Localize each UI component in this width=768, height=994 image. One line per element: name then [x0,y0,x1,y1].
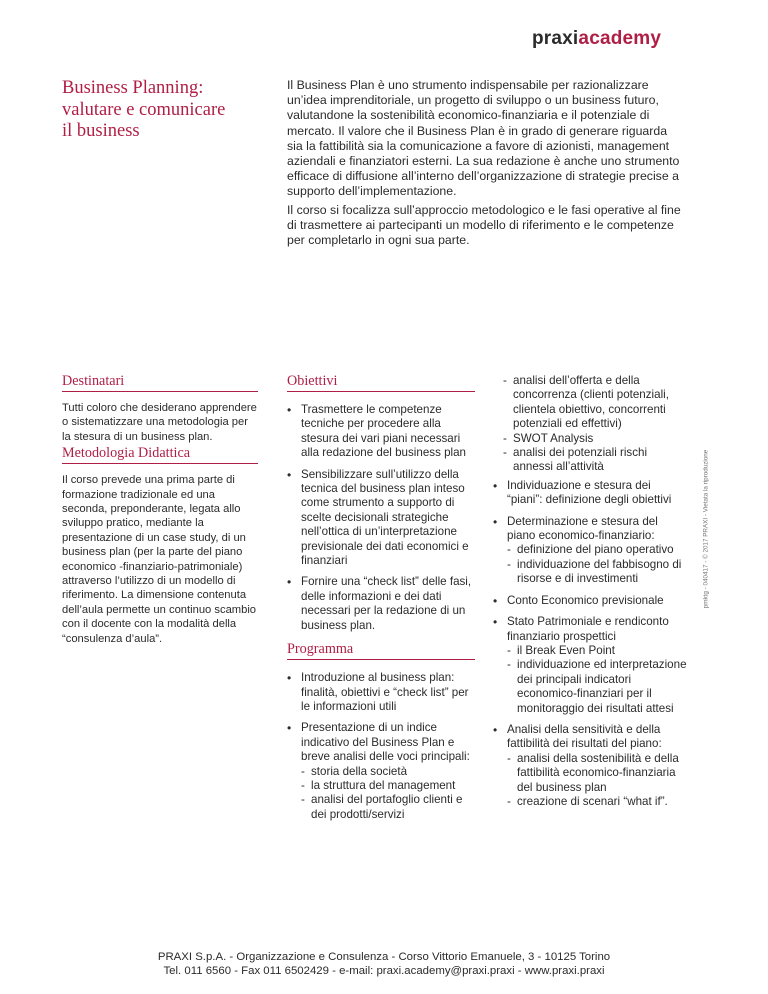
list-item-text: Analisi della sensitività e della fattibilità dei risultati del piano: [507,722,662,751]
destinatari-heading: Destinatari [62,372,258,392]
logo-part-academy: academy [578,28,662,49]
sub-list-item: - individuazione ed interpretazione dei principali indicatori economico-finanziari per il monitoraggio dei risultati attesi [507,658,688,716]
list-item: • Trasmettere le competenze tecniche per procedere alla stesura dei vari piani necessari alla redazione del business plan [287,403,475,461]
left-column [62,372,258,646]
list-item [287,671,475,714]
list-item [493,515,688,587]
list-item-text: Conto Economico previsionale [507,593,664,607]
sub-list [507,543,688,586]
right-column [493,374,688,816]
course-title: Business Planning: valutare e comunicare il business [62,78,226,141]
footer-address: PRAXI S.p.A. - Organizzazione e Consulenza - Corso Vittorio Emanuele, 3 - 10125 Torino [157,951,611,963]
list-item: • Sensibilizzare sull’utilizzo della tecnica del business plan inteso come strumento a supporto di scelte decisionali strategiche nell’ottica di un’interpretazione previsionale dei dati economici e finanziari [287,468,475,569]
sub-list-item: - definizione del piano operativo [507,543,688,557]
list-item-text: Presentazione di un indice indicativo del Business Plan e breve analisi delle voci principali: [301,721,470,764]
footer [0,950,768,979]
programma-heading: Programma [287,640,475,660]
list-item-text: Individuazione e stesura dei “piani”: definizione degli obiettivi [507,478,672,507]
sub-list [507,752,688,810]
destinatari-text: Tutti coloro che desiderano apprendere o sistematizzare una metodologia per la stesura di un business plan. [62,402,257,443]
list-item-text: Stato Patrimoniale e rendiconto finanziario prospettici [507,615,669,643]
metodologia-text: Il corso prevede una prima parte di formazione tradizionale ed una seconda, preponderante, legata allo sviluppo pratico, mediante la presentazione di un case study, di un business plan (per la parte del piano economico -finanziario-patrimoniale) attraverso l’utilizzo di un modello di riferimento. La dimensione contenuta dell’aula permette un continuo scambio con il docente con la modalità della “consulenza d’aula”. [62,474,257,645]
sub-list-item: - analisi dell’offerta e della concorrenza (clienti potenziali, clientela obiettivo, concorrenti potenziali ed effettivi) [503,374,688,432]
logo-part-praxi: praxi [532,28,579,49]
footer-contacts: Tel. 011 6560 - Fax 011 6502429 - e-mail: praxi.academy@praxi.praxi - www.praxi.praxi [163,965,605,978]
sub-list-item: - il Break Even Point [507,644,688,658]
list-item [493,615,688,716]
sub-list-item: - individuazione del fabbisogno di risorse e di investimenti [507,558,688,587]
metodologia-heading: Metodologia Didattica [62,444,258,464]
sub-list-item: - SWOT Analysis [503,432,688,446]
sub-list [507,644,688,716]
list-item [493,594,688,608]
list-item [287,721,475,822]
intro-section [287,78,683,251]
side-copyright-text: pmktg - 040417 - © 2017 PRAXI - Vietata la riproduzione [702,449,710,609]
list-item [493,479,688,508]
sub-list-item: - storia della società [301,765,475,779]
obiettivi-list [287,403,475,633]
sub-list [493,374,688,475]
list-item: • Fornire una “check list” delle fasi, delle informazioni e dei dati necessari per la redazione di un business plan. [287,575,475,633]
sub-list-item: - analisi dei potenziali rischi annessi all’attività [503,446,688,475]
programma-list [287,671,475,822]
side-copyright-note [700,374,712,684]
intro-paragraph: Il corso si focalizza sull’approccio metodologico e le fasi operative al fine di trasmettere ai partecipanti un modello di riferimento e le competenze per completarlo in ogni sua parte. [287,202,681,248]
sub-list-item: - analisi del portafoglio clienti e dei prodotti/servizi [301,793,475,822]
sub-list-item: - analisi della sostenibilità e della fattibilità economico-finanziaria del business plan [507,752,688,795]
list-item-text: Determinazione e stesura del piano economico-finanziario: [507,514,658,543]
sub-list-item: - la struttura del management [301,779,475,793]
sub-list [301,765,475,823]
praxi-academy-logo [532,28,661,50]
programma-list-continued [493,479,688,810]
obiettivi-heading: Obiettivi [287,372,475,392]
list-item [493,723,688,809]
sub-list-item: - creazione di scenari “what if”. [507,795,688,809]
list-item-text: Introduzione al business plan: finalità, obiettivi e “check list” per le informazioni utili [301,671,469,713]
intro-paragraph: Il Business Plan è uno strumento indispensabile per razionalizzare un’idea imprenditoriale, un progetto di sviluppo o un business futuro, valutandone la sostenibilità economico-finanziaria e il potenziale di mercato. Il valore che il Business Plan è in grado di generare riguarda sia la fattibilità sia la comunicazione a favore di azionisti, management aziendali e finanziatori esterni. La sua redazione è anche uno strumento efficace di diffusione all’interno dell’organizzazione di strategie precise a supporto dell’implementazione. [287,78,680,199]
middle-column [287,372,475,829]
